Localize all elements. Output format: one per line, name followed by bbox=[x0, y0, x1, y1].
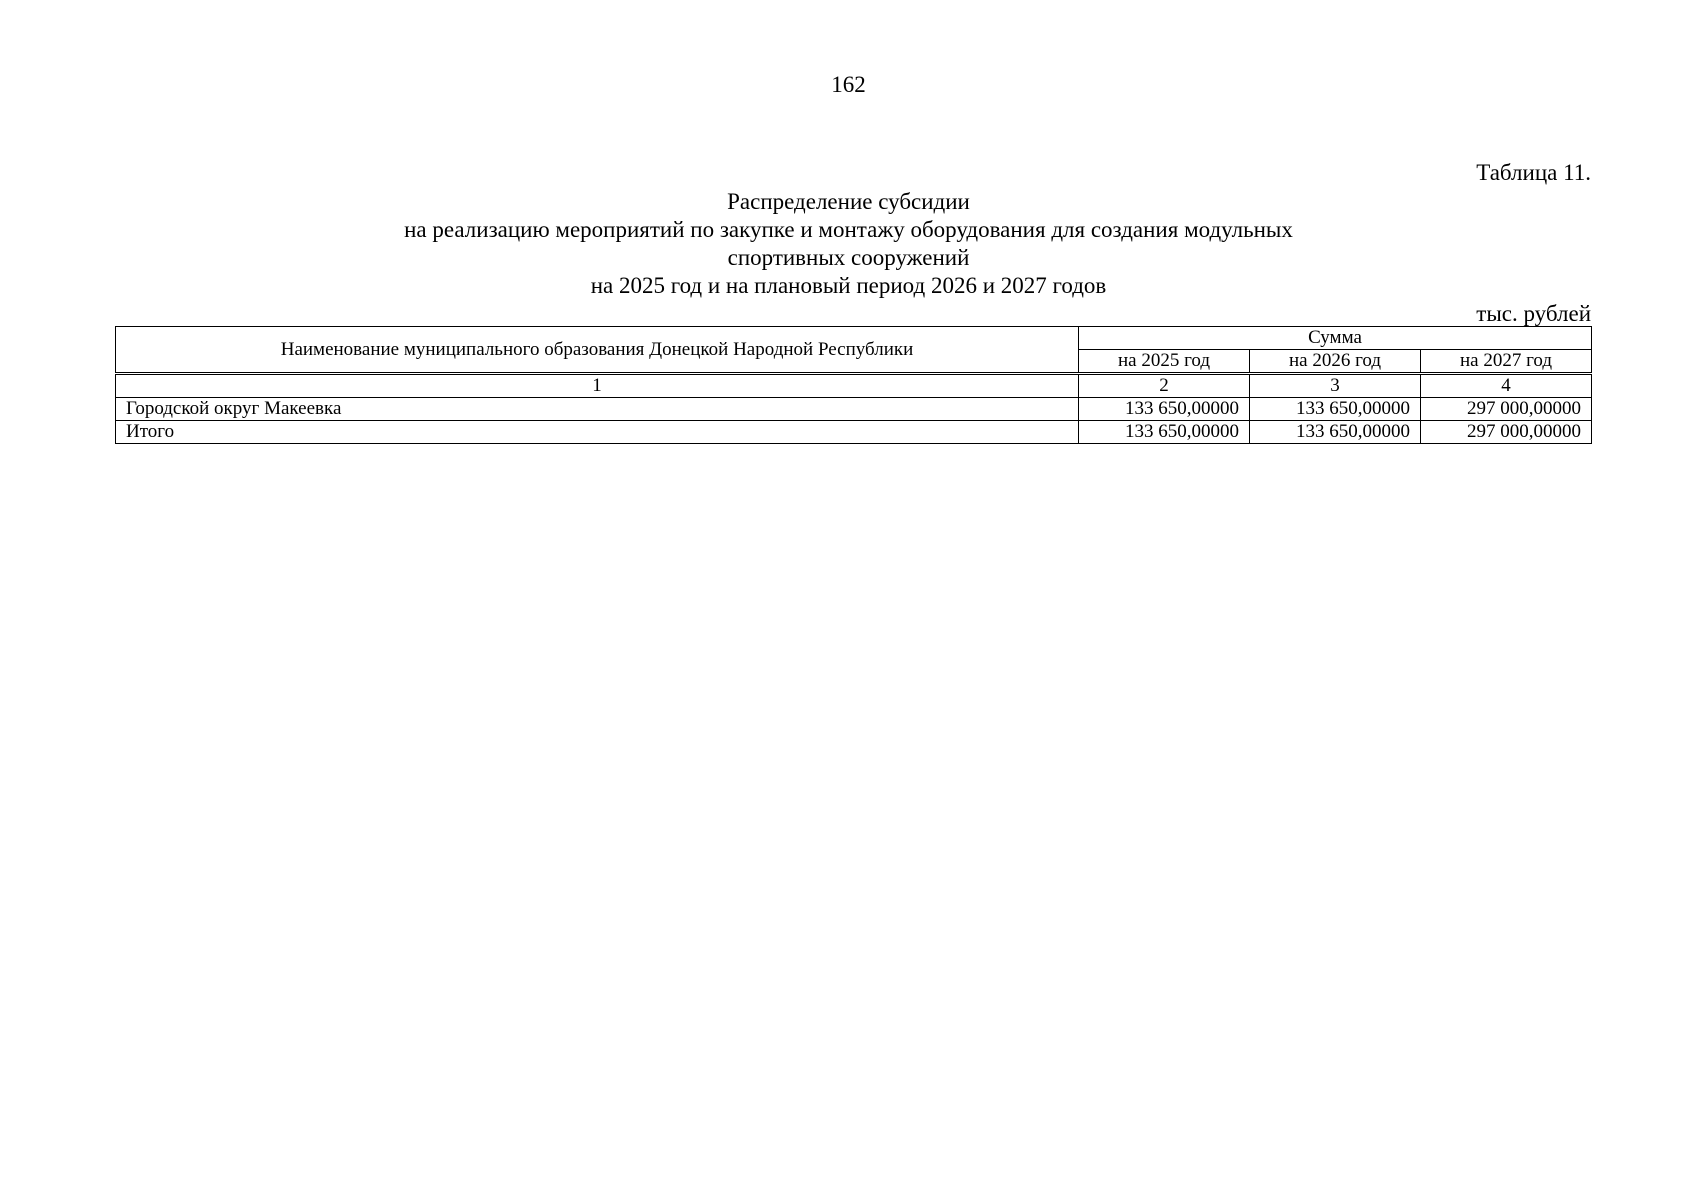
table-header-row bbox=[116, 327, 1592, 350]
row-value-2025: 133 650,00000 bbox=[1079, 398, 1250, 421]
table-label: Таблица 11. bbox=[1476, 160, 1591, 185]
title-line: на реализацию мероприятий по закупке и монтажу оборудования для создания модульных bbox=[404, 217, 1293, 242]
title-line: Распределение субсидии bbox=[727, 189, 970, 214]
header-year-2025: на 2025 год bbox=[1079, 350, 1250, 374]
row-value-2027: 297 000,00000 bbox=[1421, 421, 1592, 444]
document-title bbox=[0, 188, 1697, 300]
table-row-total bbox=[116, 421, 1592, 444]
header-year-2026: на 2026 год bbox=[1250, 350, 1421, 374]
row-value-2026: 133 650,00000 bbox=[1250, 421, 1421, 444]
header-municipality: Наименование муниципального образования Донецкой Народной Республики bbox=[116, 327, 1079, 374]
header-sum: Сумма bbox=[1079, 327, 1592, 350]
column-number: 2 bbox=[1079, 374, 1250, 398]
column-number: 3 bbox=[1250, 374, 1421, 398]
title-line: на 2025 год и на плановый период 2026 и 2027 годов bbox=[590, 273, 1107, 298]
row-name: Итого bbox=[116, 421, 1079, 444]
column-number: 1 bbox=[116, 374, 1079, 398]
header-year-2027: на 2027 год bbox=[1421, 350, 1592, 374]
column-number-row bbox=[116, 374, 1592, 398]
page-number: 162 bbox=[831, 72, 866, 97]
row-name: Городской округ Макеевка bbox=[116, 398, 1079, 421]
title-line: спортивных сооружений bbox=[727, 245, 970, 270]
row-value-2027: 297 000,00000 bbox=[1421, 398, 1592, 421]
units-label: тыс. рублей bbox=[1476, 301, 1591, 326]
column-number: 4 bbox=[1421, 374, 1592, 398]
subsidy-table bbox=[115, 326, 1592, 444]
table-row bbox=[116, 398, 1592, 421]
row-value-2025: 133 650,00000 bbox=[1079, 421, 1250, 444]
row-value-2026: 133 650,00000 bbox=[1250, 398, 1421, 421]
subsidy-table-wrapper bbox=[115, 326, 1592, 444]
